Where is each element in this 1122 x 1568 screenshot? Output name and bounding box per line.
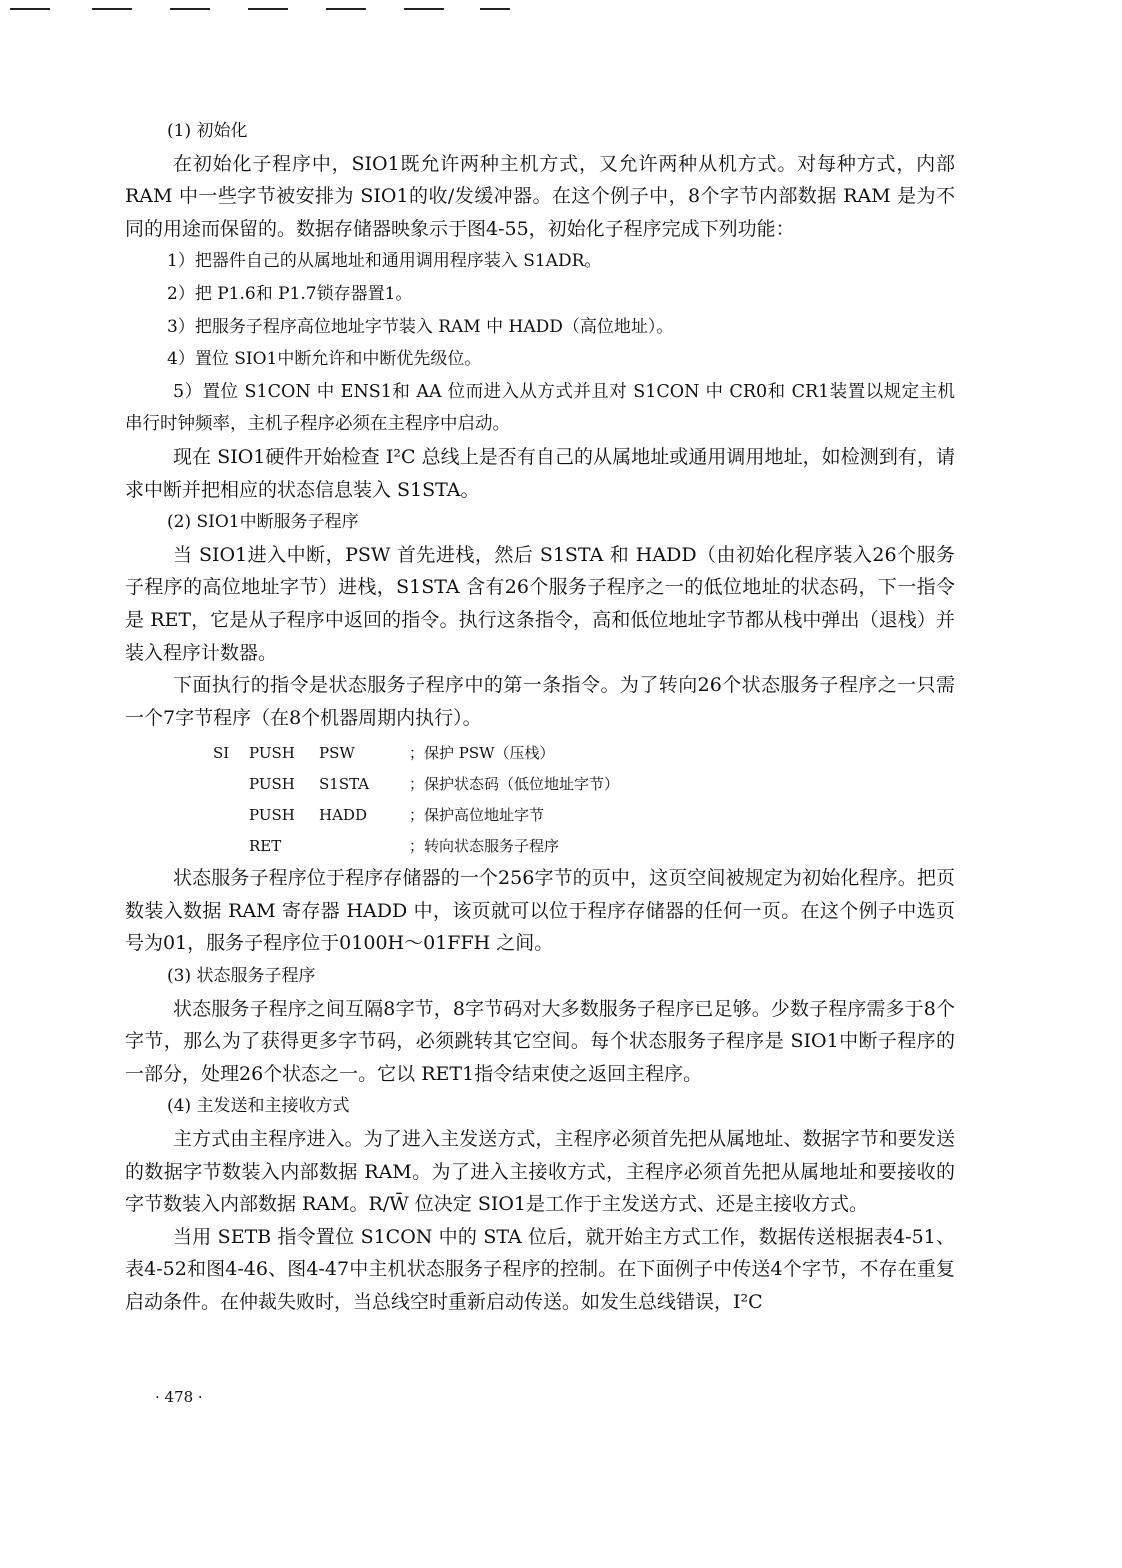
code-comment: ；转向状态服务子程序 — [409, 837, 560, 856]
code-comment: ；保护 PSW（压栈） — [409, 744, 555, 763]
section-heading-initialization: (1) 初始化 — [167, 121, 248, 141]
code-opcode: PUSH — [249, 775, 295, 794]
paragraph: 现在 SIO1硬件开始检查 I²C 总线上是否有自己的从属地址或通用调用地址，如检测到有，请求中断并把相应的状态信息装入 S1STA。 — [125, 445, 955, 501]
paragraph: 当用 SETB 指令置位 S1CON 中的 STA 位后，就开始主方式工作，数据传送根据表4-51、表4-52和图4-46、图4-47中主机状态服务子程序的控制。在下面例子中传送4个字节，不存在重复启动条件。在仲裁失败时，当总线空时重新启动传送。如发生总线错误，I²C — [125, 1225, 955, 1313]
code-line — [213, 800, 955, 831]
section-heading-interrupt-service: (2) SIO1中断服务子程序 — [167, 512, 359, 533]
code-opcode: RET — [249, 837, 282, 856]
code-line — [213, 831, 955, 862]
code-comment: ；保护高位地址字节 — [409, 806, 545, 825]
paragraph: 主方式由主程序进入。为了进入主发送方式，主程序必须首先把从属地址、数据字节和要发送的数据字节数装入内部数据 RAM。为了进入主接收方式，主程序必须首先把从属地址和要接收的字节数装入内部数据 RAM。R/W̄ 位决定 SIO1是工作于主发送方式、还是主接收方式。 — [125, 1128, 955, 1216]
code-opcode: PUSH — [249, 806, 295, 825]
code-operand: PSW — [319, 744, 355, 763]
code-label: SI — [213, 744, 230, 763]
list-item: 1）把器件自己的从属地址和通用调用程序装入 S1ADR。 — [167, 251, 602, 272]
list-item: 3）把服务子程序高位地址字节装入 RAM 中 HADD（高位地址）。 — [167, 316, 674, 337]
code-comment: ；保护状态码（低位地址字节） — [409, 775, 620, 794]
code-operand: HADD — [319, 806, 367, 825]
code-listing — [125, 738, 955, 862]
paragraph: 状态服务子程序位于程序存储器的一个256字节的页中，这页空间被规定为初始化程序。把页数装入数据 RAM 寄存器 HADD 中，该页就可以位于程序存储器的任何一页。在这个例子中选页号为01，服务子程序位于0100H～01FFH 之间。 — [125, 867, 955, 955]
section-heading-master-modes: (4) 主发送和主接收方式 — [167, 1096, 350, 1117]
code-label — [213, 831, 249, 862]
list-item: 2）把 P1.6和 P1.7锁存器置1。 — [167, 283, 413, 304]
code-label — [213, 769, 249, 800]
page-body — [125, 115, 955, 1319]
section-heading-state-service: (3) 状态服务子程序 — [167, 966, 316, 987]
paragraph: 状态服务子程序之间互隔8字节，8字节码对大多数服务子程序已足够。少数子程序需多于8个字节，那么为了获得更多字节码，必须跳转其它空间。每个状态服务子程序是 SIO1中断子程序的一部分，处理26个状态之一。它以 RET1指令结束使之返回主程序。 — [125, 997, 955, 1085]
code-opcode: PUSH — [249, 744, 295, 763]
list-item: 5）置位 S1CON 中 ENS1和 AA 位而进入从方式并且对 S1CON 中 CR0和 CR1装置以规定主机串行时钟频率，主机子程序必须在主程序中启动。 — [125, 381, 955, 435]
code-operand — [319, 831, 409, 862]
code-line — [213, 738, 955, 769]
paragraph: 在初始化子程序中，SIO1既允许两种主机方式，又允许两种从机方式。对每种方式，内部 RAM 中一些字节被安排为 SIO1的收/发缓冲器。在这个例子中，8个字节内部数据 RAM 是为不同的用途而保留的。数据存储器映象示于图4-55，初始化子程序完成下列功能： — [125, 152, 955, 240]
code-operand: S1STA — [319, 775, 370, 794]
page-number: · 478 · — [155, 1388, 203, 1406]
code-label — [213, 800, 249, 831]
paragraph: 下面执行的指令是状态服务子程序中的第一条指令。为了转向26个状态服务子程序之一只需一个7字节程序（在8个机器周期内执行）。 — [125, 674, 955, 729]
code-line — [213, 769, 955, 800]
paragraph: 当 SIO1进入中断，PSW 首先进栈，然后 S1STA 和 HADD（由初始化程序装入26个服务子程序的高位地址字节）进栈，S1STA 含有26个服务子程序之一的低位地址的状态码，下一指令是 RET，它是从子程序中返回的指令。执行这条指令，高和低位地址字节都从栈中弹出（退栈）并装入程序计数器。 — [125, 543, 955, 664]
scan-top-border — [0, 0, 1122, 16]
list-item: 4）置位 SIO1中断允许和中断优先级位。 — [167, 349, 482, 370]
